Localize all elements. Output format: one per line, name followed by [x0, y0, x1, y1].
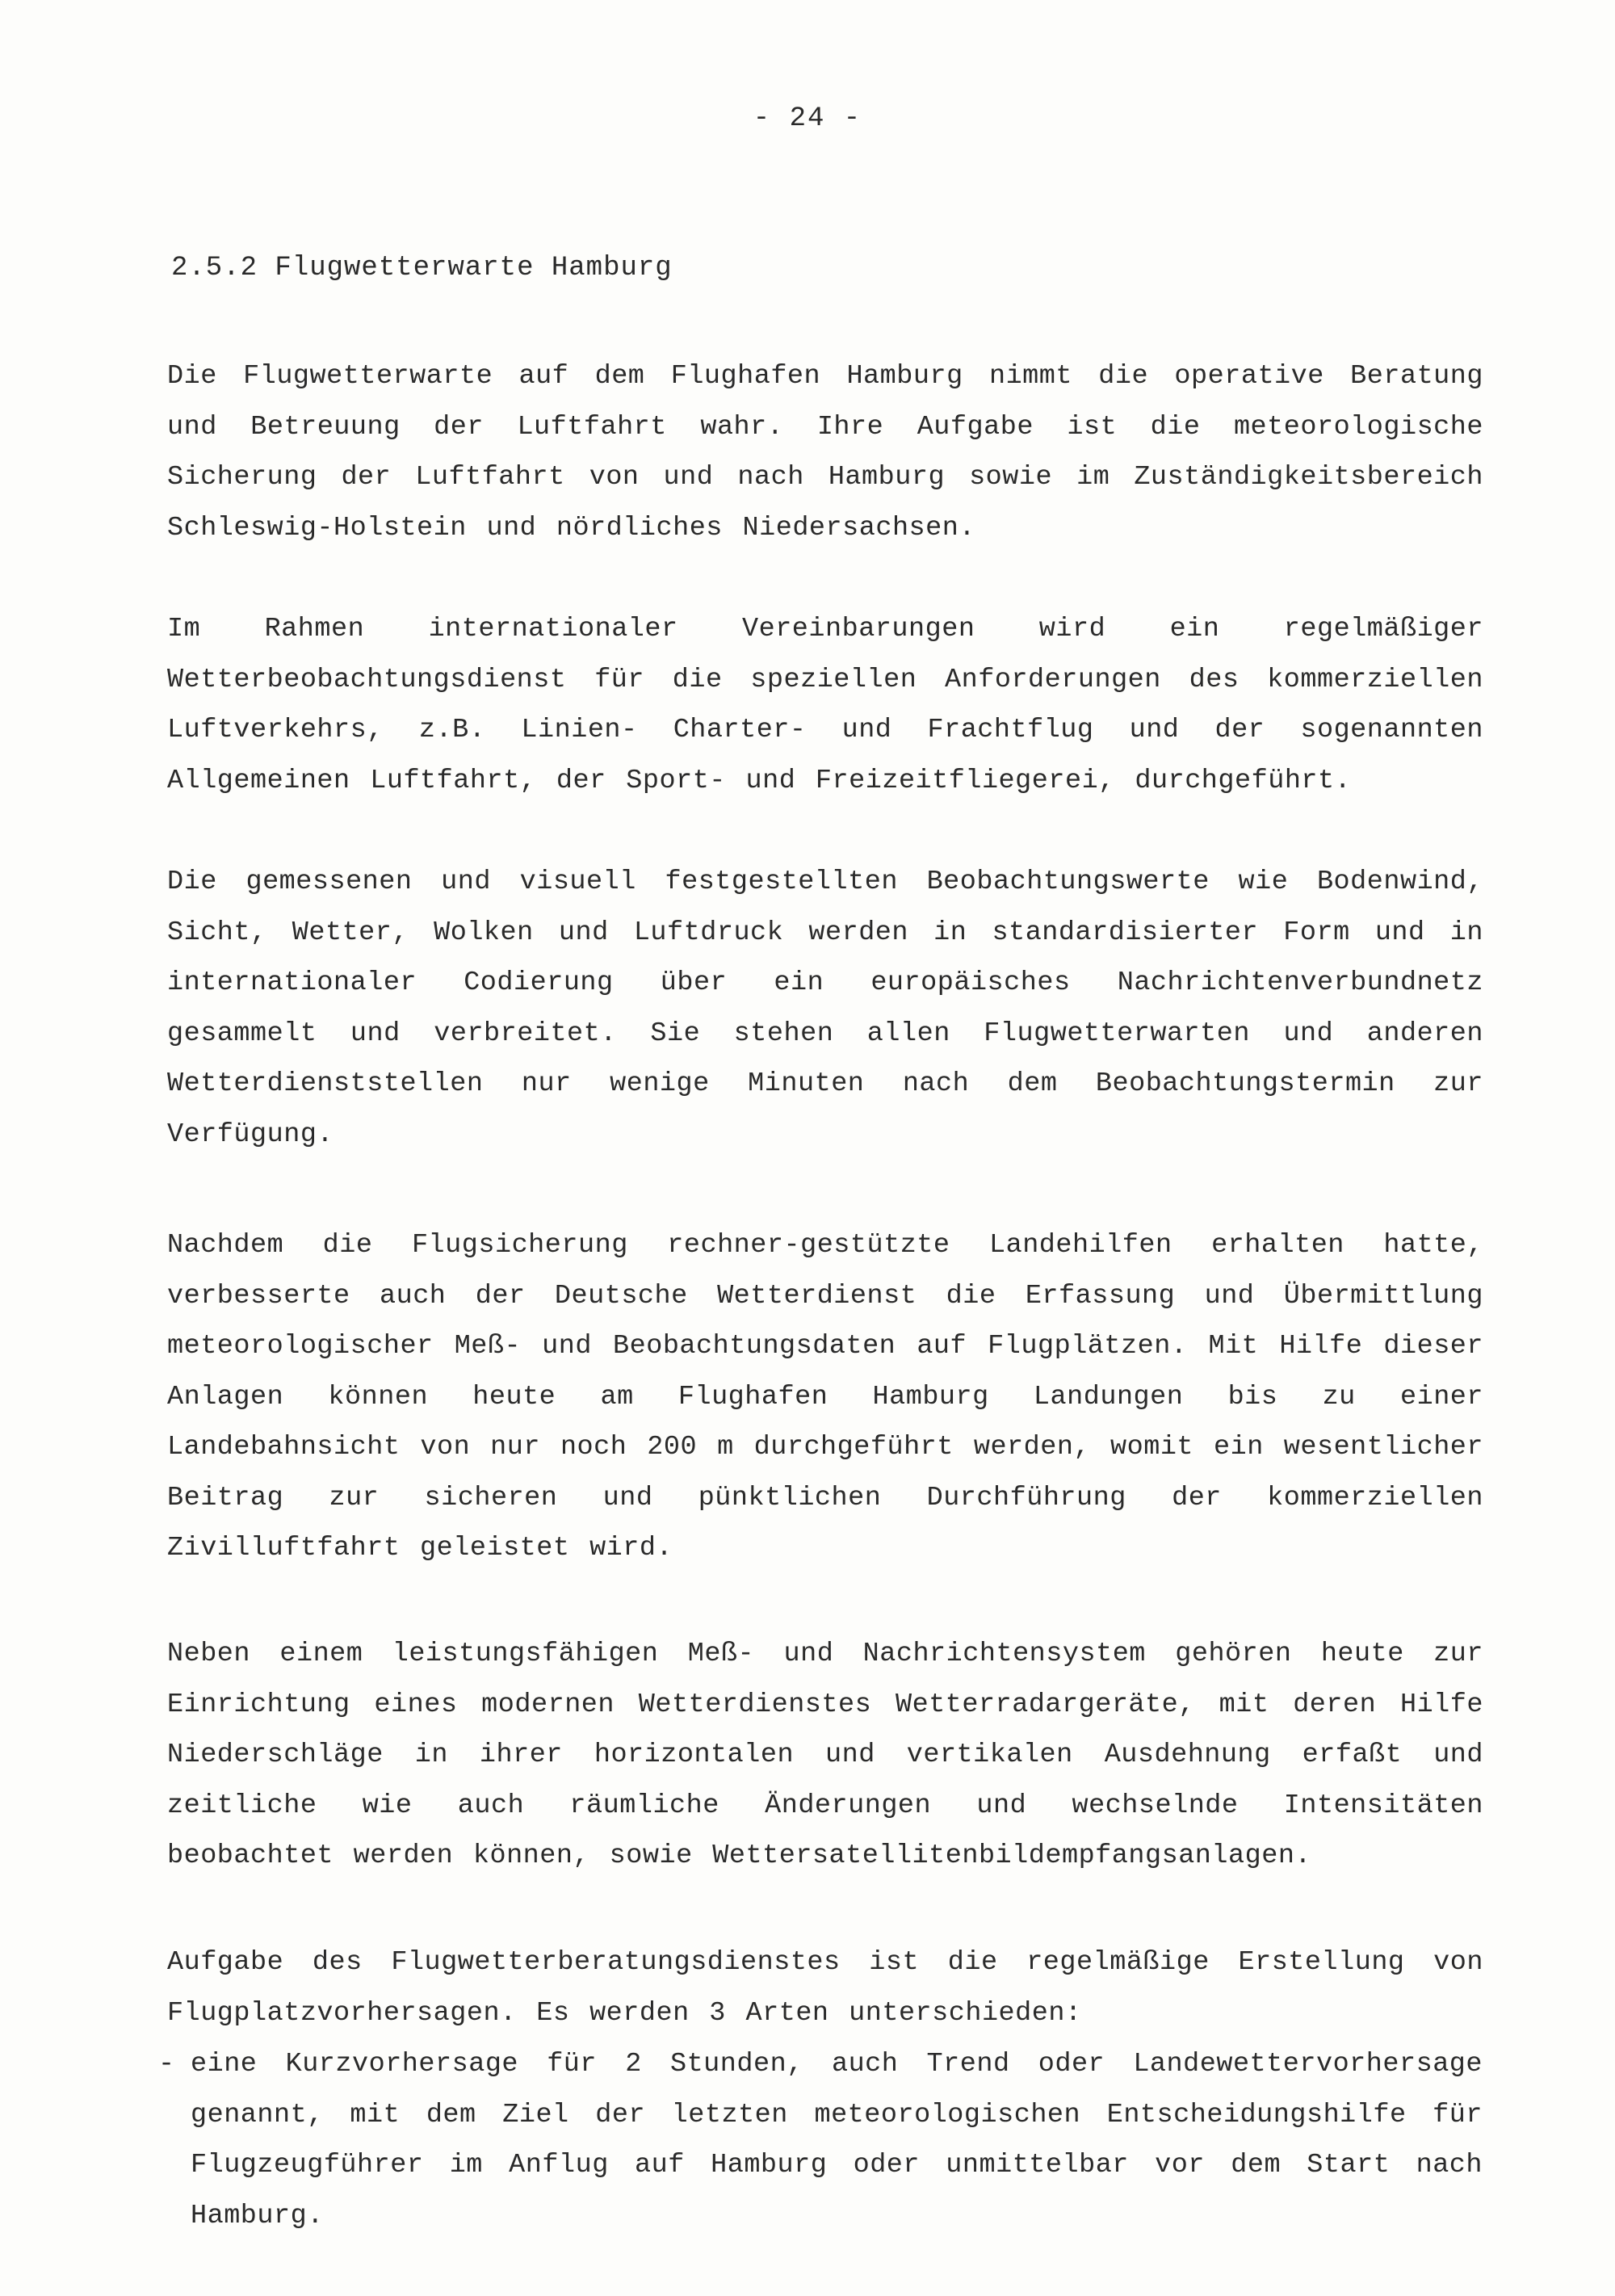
- paragraph: Im Rahmen internationaler Vereinbarungen wird ein regelmäßiger Wetterbeobachtungsdienst für die speziellen Anforderungen des kommerziellen Luftverkehrs, z.B. Linien- Charter- und Frachtflug und der sogenannten Allgemeinen Luftfahrt, der Sport- und Freizeitfliegerei, durchgeführt.: [167, 614, 1483, 796]
- page-number: - 24 -: [753, 103, 862, 134]
- list-item-text: eine Kurzvorhersage für 2 Stunden, auch Trend oder Landewettervorhersage genannt, mit dem Ziel der letzten meteorologischen Entscheidungshilfe für Flugzeugführer im Anflug auf Hamburg oder unmittelbar vor dem Start nach Hamburg.: [191, 2049, 1483, 2231]
- section-heading: 2.5.2 Flugwetterwarte Hamburg: [171, 253, 673, 283]
- paragraph: Die Flugwetterwarte auf dem Flughafen Hamburg nimmt die operative Beratung und Betreuung der Luftfahrt wahr. Ihre Aufgabe ist die meteorologische Sicherung der Luftfahrt von und nach Hamburg sowie im Zuständigkeitsbereich Schleswig-Holstein und nördliches Niedersachsen.: [167, 361, 1483, 544]
- paragraph: Aufgabe des Flugwetterberatungsdienstes ist die regelmäßige Erstellung von Flugplatzvorhersagen. Es werden 3 Arten unterschieden:: [167, 1947, 1483, 2029]
- paragraph: Nachdem die Flugsicherung rechner-gestützte Landehilfen erhalten hatte, verbesserte auch der Deutsche Wetterdienst die Erfassung und Übermittlung meteorologischer Meß- und Beobachtungsdaten auf Flugplätzen. Mit Hilfe dieser Anlagen können heute am Flughafen Hamburg Landungen bis zu einer Landebahnsicht von nur noch 200 m durchgeführt werden, womit ein wesentlicher Beitrag zur sicheren und pünktlichen Durchführung der kommerziellen Zivilluftfahrt geleistet wird.: [167, 1230, 1483, 1564]
- paragraph: Die gemessenen und visuell festgestellten Beobachtungswerte wie Bodenwind, Sicht, Wetter, Wolken und Luftdruck werden in standardisierter Form und in internationaler Codierung über ein europäisches Nachrichtenverbundnetz gesammelt und verbreitet. Sie stehen allen Flugwetterwarten und anderen Wetterdienststellen nur wenige Minuten nach dem Beobachtungstermin zur Verfügung.: [167, 867, 1483, 1150]
- paragraph: Neben einem leistungsfähigen Meß- und Nachrichtensystem gehören heute zur Einrichtung eines modernen Wetterdienstes Wetterradargeräte, mit deren Hilfe Niederschläge in ihrer horizontalen und vertikalen Ausdehnung erfaßt und zeitliche wie auch räumliche Änderungen und wechselnde Intensitäten beobachtet werden können, sowie Wettersatellitenbildempfangsanlagen.: [167, 1639, 1483, 1871]
- list-marker: -: [158, 2049, 175, 2080]
- list-item: [158, 2039, 1483, 2241]
